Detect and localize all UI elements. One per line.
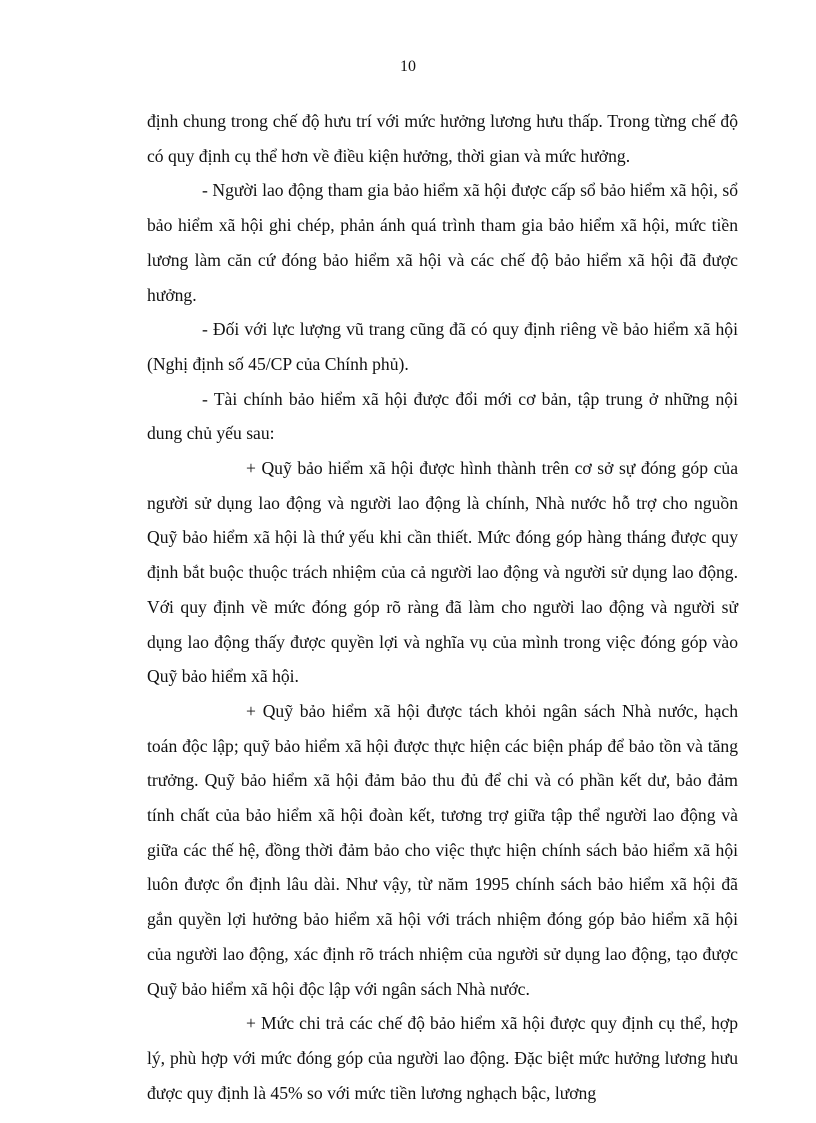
paragraph-fund-formation: + Quỹ bảo hiểm xã hội được hình thành trên cơ sở sự đóng góp của người sử dụng lao động và người lao động là chính, Nhà nước hỗ trợ cho nguồn Quỹ bảo hiểm xã hội là thứ yếu khi cần thiết. Mức đóng góp hàng tháng được quy định bắt buộc thuộc trách nhiệm của cả người lao động và người sử dụng lao động. Với quy định về mức đóng góp rõ ràng đã làm cho người lao động và người sử dụng lao động thấy được quyền lợi và nghĩa vụ của mình trong việc đóng góp vào Quỹ bảo hiểm xã hội. — [147, 458, 738, 687]
document-body — [147, 104, 738, 1110]
paragraph-armed-forces: - Đối với lực lượng vũ trang cũng đã có quy định riêng về bảo hiểm xã hội (Nghị định số 45/CP của Chính phủ). — [147, 319, 738, 374]
paragraph-finance-reform: - Tài chính bảo hiểm xã hội được đổi mới cơ bản, tập trung ở những nội dung chủ yếu sau: — [147, 388, 738, 444]
paragraph-social-insurance-book: - Người lao động tham gia bảo hiểm xã hội được cấp sổ bảo hiểm xã hội, sổ bảo hiểm xã hội ghi chép, phản ánh quá trình tham gia bảo hiểm xã hội, mức tiền lương làm căn cứ đóng bảo hiểm xã hội và các chế độ bảo hiểm xã hội đã được hưởng. — [147, 180, 738, 305]
page-number: 10 — [400, 58, 416, 75]
paragraph-fund-independence: + Quỹ bảo hiểm xã hội được tách khỏi ngân sách Nhà nước, hạch toán độc lập; quỹ bảo hiểm xã hội được thực hiện các biện pháp để bảo tồn và tăng trưởng. Quỹ bảo hiểm xã hội đảm bảo thu đủ để chi và có phần kết dư, bảo đảm tính chất của bảo hiểm xã hội đoàn kết, tương trợ giữa tập thể người lao động và giữa các thế hệ, đồng thời đảm bảo cho việc thực hiện chính sách bảo hiểm xã hội luôn được ổn định lâu dài. Như vậy, từ năm 1995 chính sách bảo hiểm xã hội đã gắn quyền lợi hưởng bảo hiểm xã hội với trách nhiệm đóng góp bảo hiểm xã hội của người lao động, xác định rõ trách nhiệm của người sử dụng lao động, tạo được Quỹ bảo hiểm xã hội độc lập với ngân sách Nhà nước. — [147, 700, 738, 999]
paragraph-continuation: định chung trong chế độ hưu trí với mức hưởng lương hưu thấp. Trong từng chế độ có quy định cụ thể hơn về điều kiện hưởng, thời gian và mức hưởng. — [147, 111, 738, 166]
paragraph-benefit-payment: + Mức chi trả các chế độ bảo hiểm xã hội được quy định cụ thể, hợp lý, phù hợp với mức đóng góp của người lao động. Đặc biệt mức hưởng lương hưu được quy định là 45% so với mức tiền lương nghạch bậc, lương — [147, 1013, 738, 1103]
